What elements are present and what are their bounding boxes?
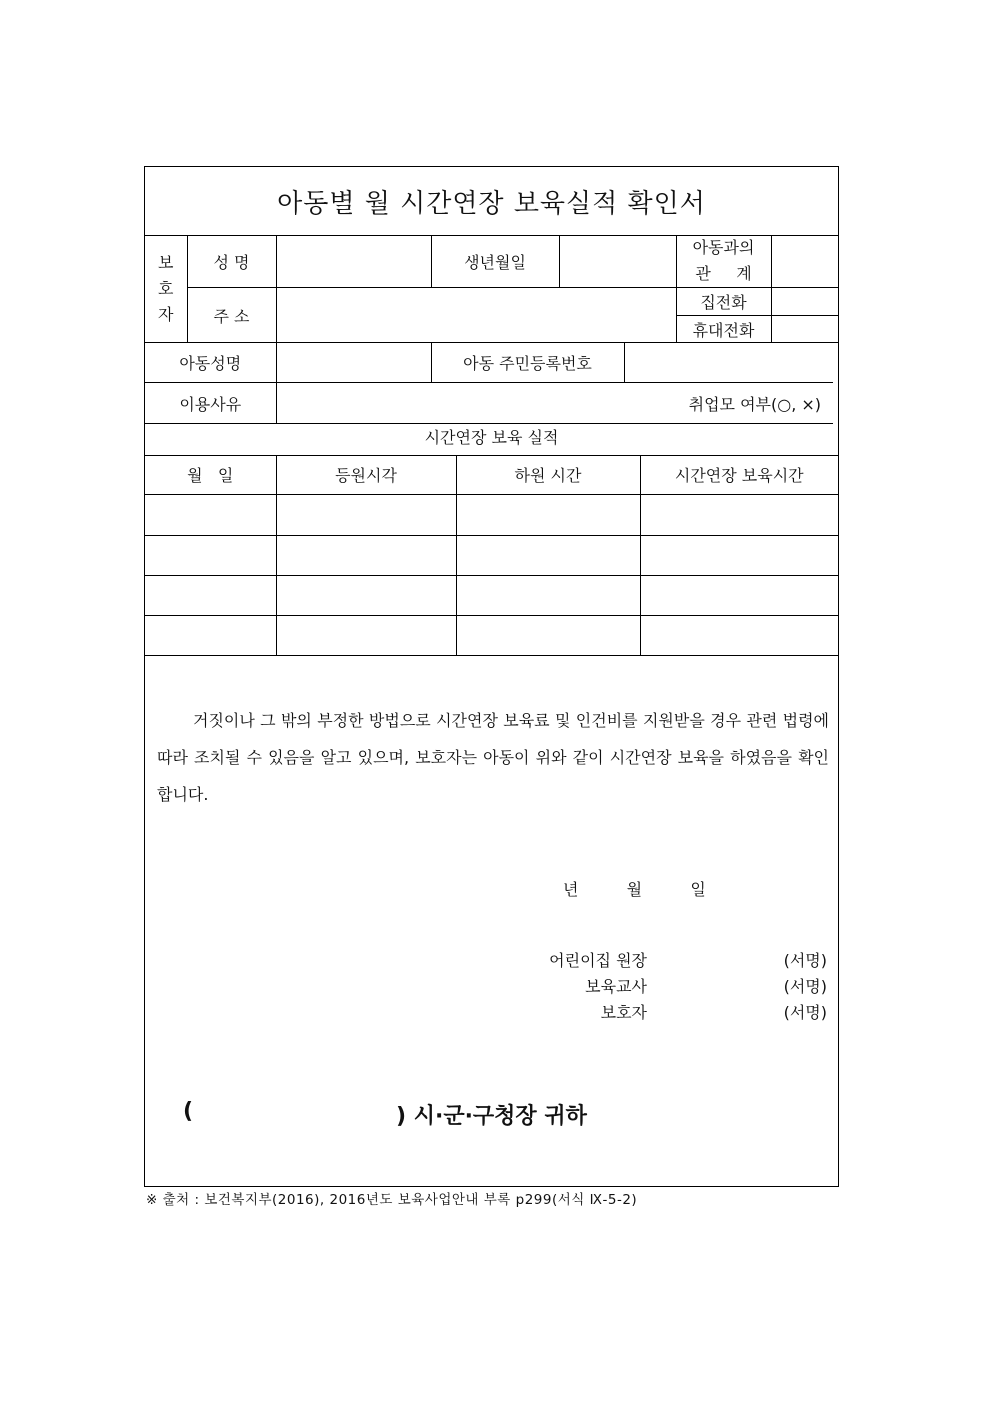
signer-director-mark[interactable]: (서명): [783, 951, 827, 970]
addressee-open: (: [183, 1099, 194, 1124]
cell-departure[interactable]: [456, 575, 640, 615]
child-id-label: 아동 주민등록번호: [431, 343, 624, 383]
addressee-title: ) 시·군·구청장 귀하: [396, 1104, 587, 1129]
child-id-field[interactable]: [624, 343, 833, 383]
records-table: [145, 419, 838, 656]
cell-date[interactable]: [145, 494, 276, 535]
cell-arrival[interactable]: [276, 494, 456, 535]
cell-extended-hours[interactable]: [640, 575, 838, 615]
relation-field[interactable]: [771, 235, 833, 288]
employment-status-label: 취업모 여부(○, ×): [276, 383, 833, 424]
cell-extended-hours[interactable]: [640, 494, 838, 535]
child-name-field[interactable]: [276, 343, 431, 383]
guardian-name-label: 성 명: [187, 235, 276, 288]
info-table: [145, 235, 838, 424]
cell-extended-hours[interactable]: [640, 615, 838, 655]
cell-date[interactable]: [145, 535, 276, 575]
relation-label: 아동과의 관 계: [676, 235, 771, 288]
home-phone-field[interactable]: [771, 288, 838, 316]
table-row: [145, 615, 838, 655]
cell-date[interactable]: [145, 575, 276, 615]
cell-departure[interactable]: [456, 494, 640, 535]
declaration-text: [157, 702, 829, 813]
cell-date[interactable]: [145, 615, 276, 655]
form-title: 아동별 월 시간연장 보육실적 확인서: [145, 167, 838, 236]
cell-extended-hours[interactable]: [640, 535, 838, 575]
column-header-departure: 하원 시간: [456, 455, 640, 494]
guardian-group-label: 보 호 자: [145, 235, 187, 343]
table-row: [145, 535, 838, 575]
guardian-birth-field[interactable]: [559, 235, 676, 288]
date-line: [563, 877, 706, 900]
column-header-date: 월 일: [145, 455, 276, 494]
signer-director-label: 어린이집 원장: [549, 951, 647, 970]
table-row: [145, 494, 838, 535]
signer-teacher-mark[interactable]: (서명): [783, 977, 827, 996]
guardian-address-label: 주 소: [187, 288, 276, 343]
signer-teacher-label: 보육교사: [585, 977, 647, 996]
reason-label: 이용사유: [145, 383, 276, 424]
signer-guardian-mark[interactable]: (서명): [783, 1003, 827, 1022]
column-header-arrival: 등원시각: [276, 455, 456, 494]
date-year: 년: [563, 880, 579, 899]
mobile-phone-label: 휴대전화: [676, 316, 771, 343]
date-day: 일: [690, 880, 706, 899]
mobile-phone-field[interactable]: [771, 316, 838, 343]
table-row: [145, 575, 838, 615]
home-phone-label: 집전화: [676, 288, 771, 316]
signer-guardian-label: 보호자: [600, 1003, 647, 1022]
declaration-paragraph: 거짓이나 그 밖의 부정한 방법으로 시간연장 보육료 및 인건비를 지원받을 경우 관련 법령에 따라 조치될 수 있음을 알고 있으며, 보호자는 아동이 위와 같이 시간연장 보육을 하였음을 확인합니다.: [157, 711, 829, 804]
date-month: 월: [626, 880, 643, 899]
cell-departure[interactable]: [456, 535, 640, 575]
guardian-name-field[interactable]: [276, 235, 431, 288]
guardian-birth-label: 생년월일: [431, 235, 559, 288]
cell-arrival[interactable]: [276, 615, 456, 655]
column-header-extended-hours: 시간연장 보육시간: [640, 455, 838, 494]
child-name-label: 아동성명: [145, 343, 276, 383]
source-note: ※ 출처 : 보건복지부(2016), 2016년도 보육사업안내 부록 p299(서식 Ⅸ-5-2): [146, 1192, 638, 1208]
cell-arrival[interactable]: [276, 575, 456, 615]
cell-arrival[interactable]: [276, 535, 456, 575]
confirmation-form: [144, 166, 839, 1187]
cell-departure[interactable]: [456, 615, 640, 655]
guardian-address-field[interactable]: [276, 288, 676, 343]
records-section-title: 시간연장 보육 실적: [145, 419, 838, 455]
